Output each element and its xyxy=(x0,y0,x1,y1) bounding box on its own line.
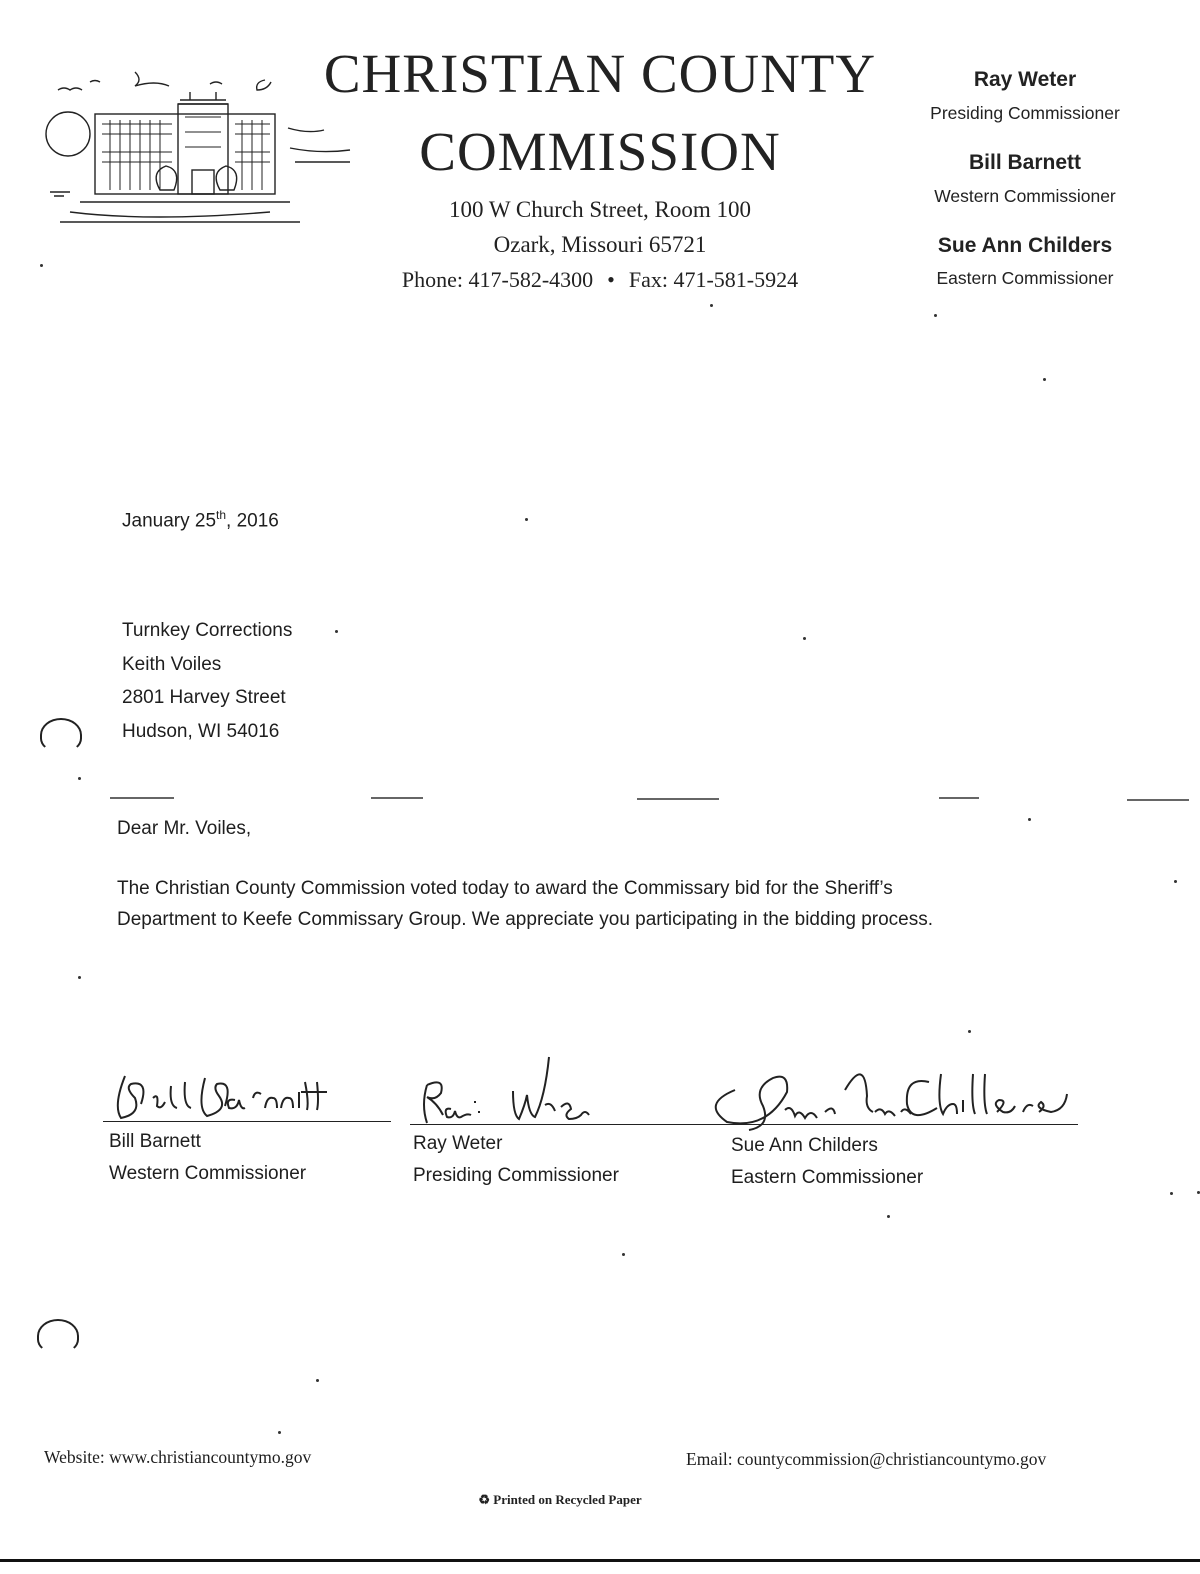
punch-hole xyxy=(37,1319,79,1353)
punch-hole xyxy=(40,718,82,752)
commissioner-title: Presiding Commissioner xyxy=(930,103,1120,123)
signatory-title: Western Commissioner xyxy=(109,1163,307,1184)
scan-speck xyxy=(1174,880,1177,883)
scan-speck xyxy=(622,1253,625,1256)
recipient-line: 2801 Harvey Street xyxy=(122,687,286,708)
scan-dash xyxy=(371,797,423,799)
scan-dash xyxy=(1127,799,1189,801)
scan-dash xyxy=(939,797,979,799)
bottom-rule xyxy=(0,1559,1200,1562)
letterhead-city: Ozark, Missouri 65721 xyxy=(493,232,707,257)
bullet-separator: • xyxy=(607,267,615,292)
scan-speck xyxy=(78,777,81,780)
signature-bill-barnett xyxy=(105,1068,375,1128)
commissioner-name: Bill Barnett xyxy=(968,151,1081,174)
phone-number: Phone: 417-582-4300 xyxy=(401,267,594,292)
signatory-name: Sue Ann Childers xyxy=(731,1135,878,1156)
letterhead-street: 100 W Church Street, Room 100 xyxy=(449,197,751,222)
scan-speck xyxy=(335,630,338,633)
scan-speck xyxy=(1043,378,1046,381)
signatory-title: Eastern Commissioner xyxy=(731,1167,924,1188)
letter-date: January 25th, 2016 xyxy=(122,508,279,532)
scan-speck xyxy=(934,314,937,317)
scan-speck xyxy=(803,637,806,640)
commissioner-name: Sue Ann Childers xyxy=(937,234,1113,257)
fax-number: Fax: 471-581-5924 xyxy=(628,267,799,292)
scan-speck xyxy=(316,1379,319,1382)
scan-speck xyxy=(525,518,528,521)
signature-sue-ann-childers xyxy=(705,1060,1085,1135)
letterhead-title: CHRISTIAN COUNTY xyxy=(323,43,877,104)
commissioner-name: Ray Weter xyxy=(973,68,1077,91)
scan-speck xyxy=(968,1030,971,1033)
letterhead-subtitle: COMMISSION xyxy=(419,121,781,182)
recipient-line: Keith Voiles xyxy=(122,653,222,675)
recycled-note: ♻ Printed on Recycled Paper xyxy=(478,1492,642,1507)
scan-speck xyxy=(1028,818,1031,821)
recipient-line: Hudson, WI 54016 xyxy=(122,720,280,742)
recipient-line: Turnkey Corrections xyxy=(122,620,293,641)
recipient-address xyxy=(122,614,292,748)
letter-body: The Christian County Commission voted today to award the Commissary bid for the Sheriff’s Department to Keefe Commissary Group. We appreciate you participating in the bidding process. xyxy=(117,878,934,930)
commissioner-title: Western Commissioner xyxy=(934,186,1116,206)
signature-ray-weter xyxy=(415,1045,625,1125)
footer-email: Email: countycommission@christiancountymo.gov xyxy=(686,1449,1047,1469)
salutation: Dear Mr. Voiles, xyxy=(117,818,252,839)
scan-speck xyxy=(40,264,43,267)
scan-speck xyxy=(710,304,713,307)
scan-dash xyxy=(110,797,174,799)
scan-speck xyxy=(278,1431,281,1434)
scan-dash xyxy=(637,798,719,800)
commissioner-title: Eastern Commissioner xyxy=(936,268,1114,288)
signatory-name: Ray Weter xyxy=(413,1133,503,1154)
scan-speck xyxy=(887,1215,890,1218)
scan-speck xyxy=(1170,1192,1173,1195)
letterhead-contact xyxy=(300,267,900,293)
footer-website: Website: www.christiancountymo.gov xyxy=(44,1447,312,1467)
scan-speck xyxy=(78,976,81,979)
recycle-icon: ♻ xyxy=(478,1492,490,1507)
signatory-title: Presiding Commissioner xyxy=(413,1165,619,1186)
signatory-name: Bill Barnett xyxy=(109,1131,201,1152)
